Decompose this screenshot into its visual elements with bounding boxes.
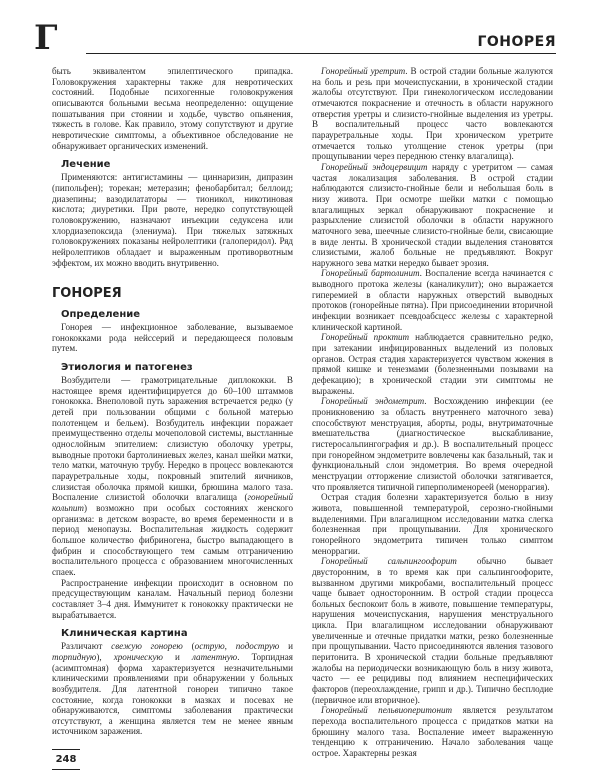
italic-term: Гонорейный бартолинит (321, 268, 420, 279)
text-run: Различают (61, 641, 112, 652)
text-run: наряду с уретритом — самая частая локализация заболевания. В острой стадии наблюдаются слизисто-гнойные бели и небольшая боль в низу живота. При осмотре шейки матки с помощью влагалищных зеркал обнаруживают покраснение и разрыхление слизистой оболочки в области наружного маточного зева, шеечные слизисто-гнойные бели, свисающие в виде ленты. В хронической стадии выделения становятся слизистыми, жалоб больные не предъявляют. Вокруг наружного зева матки нередко бывает эрозия. (312, 161, 553, 268)
section-heading: Лечение (61, 159, 111, 171)
text-run: . В острой стадии больные жалуются на боль и резь при мочеиспускании, в хронической стадии жалобы отсутствуют. При гинекологическом исследовании отмечаются покраснение и отечность в области наружного отверстия уретры и слизисто-гнойные выделения из уретры. В воспалительный процесс часто вовлекаются парауретральные ходы. При хроническом уретрите отмечается только утолщение стенок уретры (при прощупывании через переднюю стенку влагалища). (312, 66, 553, 162)
section-heading: Определение (61, 309, 141, 321)
italic-term: Гонорейный эндоцервицит (321, 161, 428, 172)
paragraph (312, 556, 553, 705)
italic-term: острую, подострую (194, 641, 280, 652)
text-run: Гонорея — инфекционное заболевание, вызываемое гонококками рода нейссерий и передающееся половым путем. (52, 322, 293, 354)
italic-term: гонорейный кольпит (52, 492, 293, 513)
italic-term: Гонорейный эндометрит (321, 396, 425, 407)
italic-term: хроническую (113, 651, 163, 662)
italic-term: Гонорейный сальпингоофорит (321, 556, 457, 567)
text-run: наблюдается сравнительно редко, при затекании инфицированных выделений из половых органов. Острая стадия характеризуется чувством жжения в прямой кишке и тенезмами (болезненными позывами на дефекацию); в хронической стадии эти симптомы не выражены. (312, 332, 553, 396)
italic-term: Гонорейный пельвиоперитонит (321, 705, 453, 716)
text-run: ) возможно при особых состояниях женского организма: в детском возрасте, во время беременности и в период менопаузы. Воспалительная жидкость содержит большое количество фибриногена, быстро выпадающего в фибрин и способствующего тем самым отграничению воспалительного процесса с образованием многочисленных спаек. (52, 503, 293, 577)
paragraph (52, 375, 293, 577)
text-run: Острая стадия болезни характеризуется болью в низу живота, повышенной температурой, серозно-гнойными выделениями. При влагалищном исследовании матка слегка болезненная при прощупывании. Для хронического гонорейного эндометрита типичен только симптом меноррагии. (312, 492, 553, 556)
italic-term: Гонорейный уретрит (321, 66, 406, 76)
paragraph (52, 578, 293, 621)
text-run: . Восхождению инфекции (ее проникновению за область внутреннего маточного зева) способствуют менструация, аборты, роды, внутриматочные вмешательства (диагностическое выскабливание, гистеросальпингография и др.). В воспалительный процесс при гонорейном эндометрите вовлечены как базальный, так и функциональный слои эндометрия. Во время очередной менструации отторжение слизистой оболочки затягивается, что проявляется типичной гиперполименореей (меноррагия). (312, 396, 554, 492)
running-title: ГОНОРЕЯ (477, 34, 556, 50)
italic-term: латентную (191, 651, 238, 662)
text-run: ), (96, 651, 114, 662)
section-heading: Клиническая картина (61, 628, 188, 640)
italic-term: свежую гонорею (111, 641, 183, 652)
text-run: и (162, 651, 192, 662)
paragraph (52, 641, 293, 737)
section-letter: Г (34, 18, 58, 58)
text-run: Применяются: антигистамины — циннаризин, дипразин (пипольфен); торекан; метеразин; фенобарбитал; беллоид; диазепины; вазодилататоры — тионикол, никотиновая кислота; диуретики. При рвоте, нередко сопутствующей головокружению, назначают инъекции седуксена или хлордиазепоксида (элениума). При тяжелых затяжных головокружениях показаны нейролептики (галоперидол). Ряд нейролептиков обладает и выраженным противорвотным эффектом, их можно вводить внутривенно. (52, 172, 293, 268)
paragraph (52, 322, 293, 354)
text-run: Возбудители — грамотрицательные диплококки. В настоящее время идентифицируется до 60–100 штаммов гонококка. Внеполовой путь заражения встречается редко (у детей при пользовании общими с больной матерью полотенцем и бельем). Возбудитель инфекции поражает преимущественно отделы мочеполовой системы, выстланные однослойным эпителием: слизистую оболочку уретры, выводные протоки бартолиниевых желез, канал шейки матки, тело матки, маточную трубу. Нередко в процесс вовлекаются парауретральные ходы, покровный эпителий яичников, слизистая оболочка прямой кишки, брюшина малого таза. Воспаление слизистой оболочки влагалища ( (52, 375, 293, 503)
paragraph (312, 492, 553, 556)
text-run: . Торпидная (асимптомная) форма характеризуется незначительными клиническими проявлениями при обнаружении у больных возбудителя. Для латентной гонореи типично такое состояние, когда гонококки в мазках и посевах не обнаруживаются, симптомы заболевания практически отсутствуют, а женщина является тем не менее явным источником заражения. (52, 651, 293, 737)
left-column (52, 66, 293, 737)
right-column (312, 66, 553, 759)
italic-term: Гонорейный проктит (321, 332, 410, 343)
paragraph (312, 396, 553, 492)
text-run: . Воспаление всегда начинается с выводного протока железы (каналикулит); оно выражается гиперемией в области наружных отверстий выводных протоков (гонорейные пятна). При присоединении вторичной инфекции возникает псевдоабсцесс железы с характерной клинической картиной. (312, 268, 553, 332)
text-run: и (279, 641, 294, 652)
paragraph (312, 162, 553, 269)
paragraph (312, 332, 553, 396)
paragraph (52, 172, 293, 268)
text-run: обычно бывает двусторонним, в то время как при сальпингоофорите, вызванном другими микробами, воспалительный процесс чаще бывает односторонним. В острой стадии процесса больных беспокоит боль в животе, повышение температуры, нарушения мочеиспускания, нарушения менструального цикла. При влагалищном исследовании обнаруживают увеличенные и отечные придатки матки, резко болезненные при прощупывании. Часто присоединяются явления тазового перитонита. В хронической стадии больные предъявляют жалобы на периодически возникающую боль в низу живота, часто — ее рецидивы под влиянием неспецифических факторов (переохлаждение, грипп и др.). Типично бесплодие (первичное или вторичное). (312, 556, 553, 705)
paragraph (312, 705, 553, 758)
page-number: 248 (52, 749, 80, 770)
header-rule (86, 53, 556, 54)
article-title: ГОНОРЕЯ (52, 286, 122, 302)
paragraph (52, 66, 293, 151)
right-column-wrapper (312, 66, 553, 769)
text-run: является результатом перехода воспалительного процесса с придатков матки на брюшину малого таза. Воспаление имеет выраженную тенденцию к отграничению. Начало заболевания чаще острое. Характерны резкая (312, 705, 553, 758)
italic-term: торпидную (52, 651, 97, 662)
text-run: быть эквивалентом эпилептического припадка. Головокружения характерны также для невротических состояний. Подобные психогенные головокружения описываются больными весьма неопределенно: ощущение пошатывания при стоянии и ходьбе, чувство опьянения, тяжесть в голове. Как правило, этому сопутствуют и другие невротические симптомы, а объективное обследование не обнаруживает органических изменений. (52, 66, 293, 151)
section-heading: Этиология и патогенез (61, 362, 193, 374)
left-column-wrapper (52, 66, 293, 780)
paragraph (312, 66, 553, 162)
text-run: Распространение инфекции происходит в основном по предсуществующим каналам. Начальный период болезни составляет 3–4 дня. Иммунитет к гонококку практически не вырабатывается. (52, 577, 293, 620)
text-run: ( (182, 641, 195, 652)
paragraph (312, 268, 553, 332)
